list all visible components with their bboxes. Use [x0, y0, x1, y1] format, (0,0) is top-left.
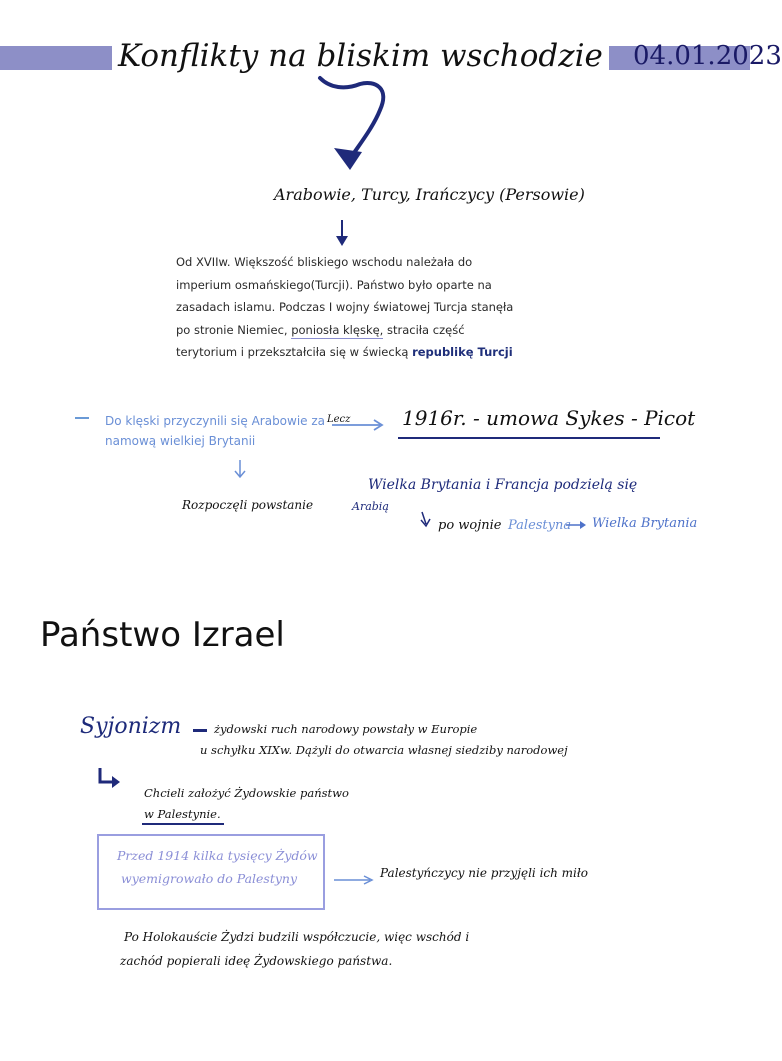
- cause-line-1: Do klęski przyczynili się Arabowie za: [105, 414, 326, 428]
- corner-arrow-icon: [96, 766, 124, 790]
- arrow-right-small-icon: [564, 518, 590, 532]
- partition-label: Wielka Brytania i Francja podzielą się: [368, 477, 638, 493]
- arabia-label: Arabią: [352, 500, 389, 513]
- after-war-label: po wojnie: [438, 518, 502, 533]
- zionism-def-line-1: żydowski ruch narodowy powstały w Europie: [214, 722, 478, 736]
- paragraph-text-2: straciła część terytorium i przekształciła się w świecką: [176, 322, 465, 359]
- holocaust-line-2: zachód popierali ideę Żydowskiego państwa.: [120, 954, 393, 968]
- zionism-def-line-2: u schyłku XIXw. Dążyli do otwarcia własnej siedziby narodowej: [200, 743, 568, 757]
- history-paragraph: [176, 251, 516, 364]
- reaction-label: Palestyńczycy nie przyjęli ich miło: [380, 866, 589, 880]
- holocaust-line-1: Po Holokauście Żydzi budzili współczucie, więc wschód i: [124, 930, 470, 944]
- curved-arrow-down-icon: [300, 70, 420, 180]
- arrow-down-right-icon: [418, 510, 432, 528]
- goal-line-2: w Palestynie.: [144, 807, 221, 821]
- arrow-down-icon: [334, 218, 350, 248]
- treaty-underline: [398, 437, 660, 439]
- palestine-label: Palestyna: [508, 518, 572, 533]
- header-band-left: [0, 46, 118, 70]
- page-date: 04.01.2023: [633, 41, 782, 71]
- arrow-label-lecz: Lecz: [327, 414, 351, 425]
- box-line-1: Przed 1914 kilka tysięcy Żydów: [117, 848, 318, 863]
- paragraph-bold: republikę Turcji: [412, 345, 513, 359]
- britain-label: Wielka Brytania: [592, 516, 698, 531]
- page-title: Konflikty na bliskim wschodzie: [112, 38, 609, 74]
- arrow-right-icon: [330, 418, 386, 432]
- zionism-term: Syjonizm: [80, 714, 182, 739]
- treaty-label: 1916r. - umowa Sykes - Picot: [402, 406, 696, 430]
- groups-label: Arabowie, Turcy, Irańczycy (Persowie): [274, 185, 585, 204]
- section-title: Państwo Izrael: [40, 615, 285, 655]
- cause-line-2: namową wielkiej Brytanii: [105, 434, 256, 448]
- box-line-2: wyemigrowało do Palestyny: [121, 871, 298, 886]
- bullet-dash: [75, 417, 89, 419]
- paragraph-text-1: Od XVIIw. Większość bliskiego wschodu należała do imperium osmańskiego(Turcji). Państwo było oparte na zasadach islamu. Podczas I wojny światowej Turcja stanęła po stronie Niemiec,: [176, 255, 514, 337]
- uprising-label: Rozpoczęli powstanie: [182, 498, 314, 512]
- zionism-dash: [193, 729, 207, 732]
- paragraph-underlined: poniosła klęskę,: [291, 322, 384, 337]
- arrow-down-small-icon: [232, 458, 248, 480]
- goal-underline: [142, 823, 224, 825]
- goal-line-1: Chcieli założyć Żydowskie państwo: [144, 786, 349, 800]
- arrow-right-long-icon: [332, 873, 376, 887]
